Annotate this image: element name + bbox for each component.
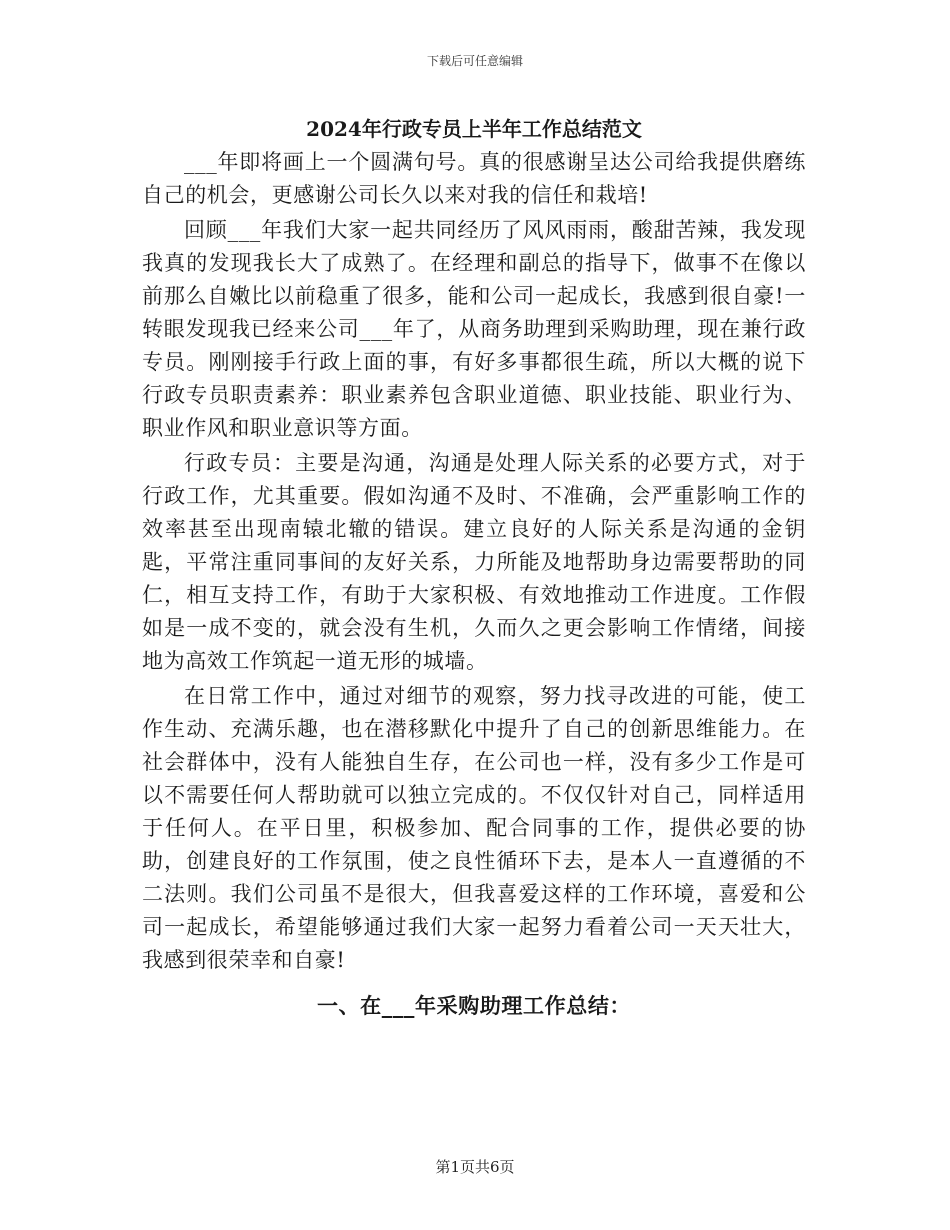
page-number: 第1页共6页 [435,1158,515,1176]
section-heading: 一、在___年采购助理工作总结： [316,993,632,1018]
document-body [142,112,806,1023]
document-title: 2024年行政专员上半年工作总结范文 [306,117,642,141]
paragraph-3: 行政专员：主要是沟通，沟通是处理人际关系的必要方式，对于行政工作，尤其重要。假如沟通不及时、不准确，会严重影响工作的效率甚至出现南辕北辙的错误。建立良好的人际关系是沟通的金钥匙，平常注重同事间的友好关系，力所能及地帮助身边需要帮助的同仁，相互支持工作，有助于大家积极、有效地推动工作进度。工作假如是一成不变的，就会没有生机，久而久之更会影响工作情绪，间接地为高效工作筑起一道无形的城墙。 [142,451,806,673]
paragraph-1: ___年即将画上一个圆满句号。真的很感谢呈达公司给我提供磨练自己的机会，更感谢公司长久以来对我的信任和栽培! [142,150,806,207]
page-header-note: 下载后可任意编辑 [426,54,523,68]
paragraph-4: 在日常工作中，通过对细节的观察，努力找寻改进的可能，使工作生动、充满乐趣，也在潜移默化中提升了自己的创新思维能力。在社会群体中，没有人能独自生存，在公司也一样，没有多少工作是可以不需要任何人帮助就可以独立完成的。不仅仅针对自己，同样适用于任何人。在平日里，积极参加、配合同事的工作，提供必要的协助，创建良好的工作氛围，使之良性循环下去，是本人一直遵循的不二法则。我们公司虽不是很大，但我喜爱这样的工作环境，喜爱和公司一起成长，希望能够通过我们大家一起努力看着公司一天天壮大，我感到很荣幸和自豪! [142,684,806,972]
paragraph-2: 回顾___年我们大家一起共同经历了风风雨雨，酸甜苦辣，我发现我真的发现我长大了成熟了。在经理和副总的指导下，做事不在像以前那么自嫩比以前稳重了很多，能和公司一起成长，我感到很自豪!一转眼发现我已经来公司___年了，从商务助理到采购助理，现在兼行政专员。刚刚接手行政上面的事，有好多事都很生疏，所以大概的说下行政专员职责素养：职业素养包含职业道德、职业技能、职业行为、职业作风和职业意识等方面。 [142,218,806,440]
